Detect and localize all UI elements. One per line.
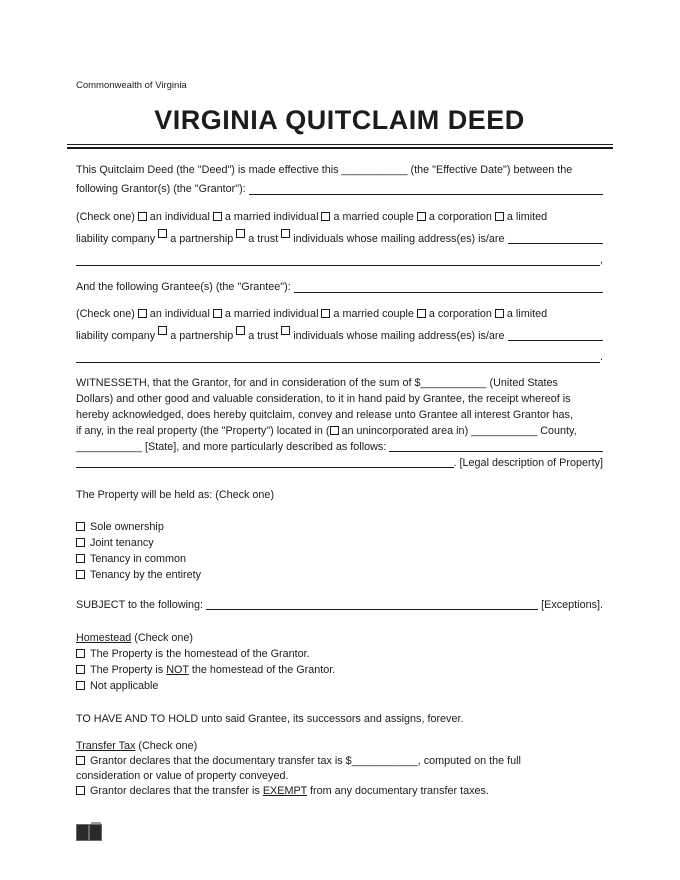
property-held-as-heading: The Property will be held as: (Check one)	[76, 489, 275, 501]
legal-description-blank-1[interactable]	[389, 439, 603, 452]
grantee-corporation-checkbox[interactable]	[417, 309, 426, 318]
habendum-clause	[76, 711, 603, 727]
punctuation: .	[600, 351, 603, 363]
punctuation: ,	[600, 254, 603, 266]
text: individuals whose mailing address(es) is/are	[290, 232, 508, 245]
option-tenancy-by-entirety[interactable]	[76, 567, 603, 583]
option-label: The Property is the homestead of the Grantor.	[90, 648, 310, 660]
option-label: the homestead of the Grantor.	[188, 664, 336, 676]
witnesseth-line-1	[76, 375, 603, 391]
is-homestead-checkbox[interactable]	[76, 649, 85, 658]
option-not-homestead[interactable]	[76, 662, 603, 678]
option-label: The Property is	[90, 664, 167, 676]
grantor-corporation-checkbox[interactable]	[417, 212, 426, 221]
homestead-heading	[76, 630, 603, 646]
jurisdiction-label: Commonwealth of Virginia	[76, 80, 187, 91]
subject-line	[76, 597, 603, 613]
text: a limited	[503, 308, 548, 320]
option-label: Tenancy in common	[90, 553, 187, 565]
grantor-address-line	[76, 250, 603, 272]
option-transfer-tax-exempt[interactable]	[76, 784, 603, 799]
text: if any, in the real property (the "Property") located in (	[76, 425, 330, 437]
grantee-intro-line	[76, 277, 603, 299]
grantee-entity-type-paragraph	[76, 304, 603, 369]
consideration-amount-blank[interactable]: ___________	[420, 377, 487, 389]
text: [State], and more particularly described as follows:	[142, 441, 390, 453]
grantee-individual-checkbox[interactable]	[138, 309, 147, 318]
grantee-intro-paragraph	[76, 277, 603, 299]
exempt-emphasis: EXEMPT	[262, 785, 308, 797]
option-tenancy-in-common[interactable]	[76, 551, 603, 567]
tenancy-by-entirety-checkbox[interactable]	[76, 570, 85, 579]
not-homestead-checkbox[interactable]	[76, 665, 85, 674]
text: a married couple	[330, 308, 417, 320]
transfer-tax-section	[76, 739, 603, 799]
grantor-entity-type-line-2[interactable]	[76, 229, 603, 251]
unincorporated-area-checkbox[interactable]	[330, 426, 339, 435]
text: a married couple	[330, 211, 417, 223]
transfer-tax-exempt-checkbox[interactable]	[76, 786, 85, 795]
option-label: Not applicable	[90, 680, 159, 692]
text: liability company	[76, 329, 159, 342]
text: a partnership	[167, 232, 237, 245]
intro-line-1	[76, 161, 603, 180]
grantee-llc-checkbox[interactable]	[495, 309, 504, 318]
witnesseth-line-2: Dollars) and other good and valuable consideration, to it in hand paid by Grantee, the receipt whereof is	[76, 393, 571, 405]
not-emphasis: NOT	[166, 664, 189, 676]
text: individuals whose mailing address(es) is/are	[290, 329, 508, 342]
text: (United States	[486, 377, 558, 389]
grantee-entity-type-line-1[interactable]	[76, 304, 603, 326]
intro-text-2: (the "Effective Date") between the	[407, 164, 573, 176]
grantor-llc-checkbox[interactable]	[495, 212, 504, 221]
subject-clause	[76, 597, 603, 613]
grantee-individuals-checkbox[interactable]	[281, 326, 290, 335]
page-icon	[76, 824, 89, 841]
witnesseth-line-6	[76, 455, 603, 471]
text: (Check one)	[135, 740, 198, 752]
grantor-names-blank[interactable]	[249, 180, 603, 195]
text: an individual	[146, 308, 213, 320]
option-is-homestead[interactable]	[76, 646, 603, 662]
grantor-mailing-address-blank-2[interactable]	[76, 250, 600, 266]
option-sole-ownership[interactable]	[76, 519, 603, 535]
document-title: VIRGINIA QUITCLAIM DEED	[154, 105, 525, 135]
witnesseth-paragraph	[76, 375, 603, 471]
transfer-tax-heading	[76, 739, 603, 754]
option-label: Tenancy by the entirety	[90, 569, 202, 581]
exceptions-blank[interactable]	[206, 597, 538, 610]
option-label: Sole ownership	[90, 521, 164, 533]
intro-text-1: This Quitclaim Deed (the "Deed") is made effective this	[76, 164, 342, 176]
option-label: Grantor declares that the transfer is	[90, 785, 263, 797]
option-homestead-not-applicable[interactable]	[76, 678, 603, 694]
text: a partnership	[167, 329, 237, 342]
grantee-address-line	[76, 347, 603, 369]
witnesseth-line-3: hereby acknowledged, does hereby quitclaim, convey and release unto Grantee all interest Grantor has,	[76, 409, 573, 421]
text: an unincorporated area in)	[338, 425, 472, 437]
option-label: consideration or value of property conveyed.	[76, 770, 289, 782]
grantor-trust-checkbox[interactable]	[236, 229, 245, 238]
intro-line-2	[76, 180, 603, 199]
text: a corporation	[425, 308, 495, 320]
text: (Check one)	[131, 632, 194, 644]
grantor-label: following Grantor(s) (the "Grantor"):	[76, 183, 249, 195]
text: (Check one)	[76, 308, 138, 320]
option-transfer-tax-computed[interactable]	[76, 754, 603, 784]
grantee-mailing-address-blank-2[interactable]	[76, 347, 600, 363]
text: a married individual	[221, 308, 322, 320]
grantor-entity-type-line-1[interactable]	[76, 207, 603, 229]
effective-date-blank[interactable]: ___________	[341, 164, 408, 176]
text: WITNESSETH, that the Grantor, for and in consideration of the sum of $	[76, 377, 421, 389]
grantor-partnership-checkbox[interactable]	[158, 229, 167, 238]
title-rule	[67, 144, 613, 149]
legal-description-label: . [Legal description of Property]	[453, 457, 603, 469]
text: a married individual	[221, 211, 322, 223]
text: a corporation	[425, 211, 495, 223]
option-joint-tenancy[interactable]	[76, 535, 603, 551]
state-blank[interactable]: ___________	[76, 441, 143, 453]
grantor-entity-type-paragraph	[76, 207, 603, 272]
grantor-individual-checkbox[interactable]	[138, 212, 147, 221]
habendum-text: TO HAVE AND TO HOLD unto said Grantee, its successors and assigns, forever.	[76, 713, 464, 725]
text: liability company	[76, 232, 159, 245]
grantee-mailing-address-blank[interactable]	[508, 326, 603, 342]
subject-label: SUBJECT to the following:	[76, 599, 207, 611]
option-label: from any documentary transfer taxes.	[307, 785, 489, 797]
legal-description-blank-2[interactable]	[76, 455, 454, 468]
grantee-names-blank[interactable]	[294, 277, 603, 293]
homestead-section	[76, 630, 603, 694]
county-blank[interactable]: ___________	[471, 425, 538, 437]
brand-logo	[76, 822, 104, 842]
text: an individual	[146, 211, 213, 223]
text: a trust	[245, 329, 282, 342]
grantee-trust-checkbox[interactable]	[236, 326, 245, 335]
exceptions-label: [Exceptions].	[538, 599, 603, 611]
option-label: Joint tenancy	[90, 537, 154, 549]
grantee-married-individual-checkbox[interactable]	[213, 309, 222, 318]
joint-tenancy-checkbox[interactable]	[76, 538, 85, 547]
witnesseth-line-4	[76, 423, 603, 439]
intro-paragraph	[76, 161, 603, 199]
property-held-as-section	[76, 487, 603, 583]
grantee-label: And the following Grantee(s) (the "Grantee"):	[76, 281, 294, 293]
text: County,	[537, 425, 577, 437]
transfer-tax-amount-blank[interactable]: ___________	[351, 755, 418, 767]
transfer-tax-heading-title: Transfer Tax	[76, 740, 136, 752]
grantor-married-individual-checkbox[interactable]	[213, 212, 222, 221]
transfer-tax-computed-checkbox[interactable]	[76, 756, 85, 765]
tenancy-in-common-checkbox[interactable]	[76, 554, 85, 563]
witnesseth-line-5	[76, 439, 603, 455]
homestead-na-checkbox[interactable]	[76, 681, 85, 690]
page-icon	[89, 824, 102, 841]
text: (Check one)	[76, 211, 138, 223]
grantee-entity-type-line-2[interactable]	[76, 326, 603, 348]
grantor-individuals-checkbox[interactable]	[281, 229, 290, 238]
grantee-partnership-checkbox[interactable]	[158, 326, 167, 335]
homestead-heading-title: Homestead	[76, 632, 132, 644]
option-label: Grantor declares that the documentary transfer tax is $	[90, 755, 352, 767]
text: a limited	[503, 211, 548, 223]
grantor-mailing-address-blank[interactable]	[508, 229, 603, 245]
option-label: , computed on the full	[417, 755, 521, 767]
text: a trust	[245, 232, 282, 245]
sole-ownership-checkbox[interactable]	[76, 522, 85, 531]
